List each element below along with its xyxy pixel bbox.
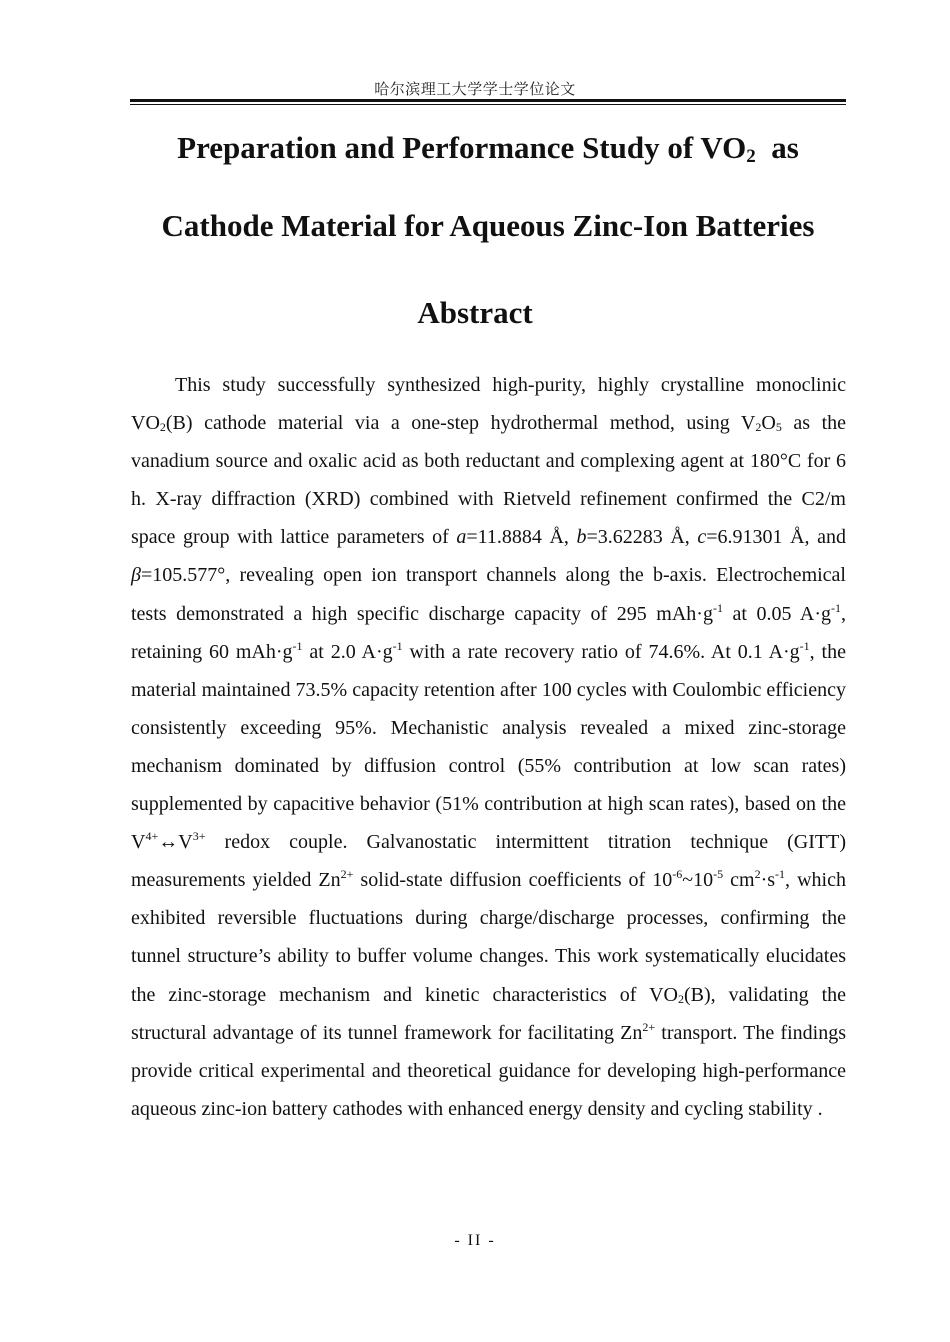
abstract-text-run: 2+ bbox=[642, 1019, 656, 1034]
page-number: - II - bbox=[454, 1232, 496, 1249]
abstract-text-run: a bbox=[456, 526, 467, 549]
title-line-1-text: Preparation and Performance Study of VO bbox=[177, 130, 747, 165]
abstract-text-run: , retaining 60 mAh·g bbox=[131, 602, 846, 663]
abstract-text-run: -1 bbox=[831, 600, 841, 615]
abstract-text-run: 3+ bbox=[192, 829, 206, 844]
abstract-text-run: 2 bbox=[159, 420, 166, 435]
abstract-text-run: 5 bbox=[775, 420, 782, 435]
abstract-text-run: b bbox=[576, 526, 587, 549]
abstract-text-run: -1 bbox=[799, 638, 810, 653]
abstract-text-run: -5 bbox=[713, 867, 724, 882]
abstract-text-run: at 2.0 A·g bbox=[302, 640, 393, 663]
title-line-1 bbox=[110, 130, 866, 166]
abstract-text-run: cm bbox=[723, 869, 755, 892]
abstract-text-run: β bbox=[131, 564, 141, 587]
abstract-text-run: =105.577°, revealing open ion transport channels along the b-axis. Electrochemical tests demonstrated a high specific discharge capacity of 295 mAh·g bbox=[131, 564, 846, 625]
title-subscript: 2 bbox=[746, 146, 756, 167]
abstract-text-run: 4+ bbox=[145, 829, 159, 844]
abstract-text-run: -1 bbox=[392, 638, 403, 653]
title-line-1-suffix: as bbox=[755, 130, 799, 165]
abstract-text-run: as the vanadium source and oxalic acid as both reductant and complexing agent at 180°C for 6 h. X-ray diffraction (XRD) combined with Rietveld refinement confirmed the C2/m space group with lattice parameters of bbox=[131, 412, 847, 549]
abstract-text-run: 2 bbox=[754, 867, 761, 882]
abstract-text-run: ↔V bbox=[158, 831, 193, 854]
title-line-2: Cathode Material for Aqueous Zinc-Ion Batteries bbox=[161, 208, 815, 243]
abstract-text-run: 2 bbox=[755, 420, 762, 435]
abstract-text-run: , which exhibited reversible fluctuations during charge/discharge processes, confirming the tunnel structure’s ability to buffer volume changes. This work systematically elucidates the zinc-storage mechanism and kinetic characteristics of VO bbox=[131, 869, 846, 1006]
abstract-text-run: =6.91301 Å, and bbox=[706, 526, 846, 549]
abstract-text-run: -6 bbox=[672, 867, 683, 882]
abstract-body bbox=[131, 366, 846, 1128]
abstract-text-run: O bbox=[761, 412, 776, 435]
abstract-text-run: This study successfully synthesized high-purity, highly crystalline monoclinic VO bbox=[131, 374, 846, 435]
abstract-text-run: (B), validating the structural advantage of its tunnel framework for facilitating Zn bbox=[131, 983, 847, 1044]
abstract-text-run: ·s bbox=[760, 869, 776, 892]
abstract-text-run: transport. The findings provide critical experimental and theoretical guidance for developing high-performance aqueous zinc-ion battery cathodes with enhanced energy density and cycling stability . bbox=[131, 1021, 846, 1120]
abstract-text-run: redox couple. Galvanostatic intermittent titration technique (GITT) measurements yielded Zn bbox=[131, 831, 846, 892]
abstract-text-run: -1 bbox=[775, 867, 786, 882]
abstract-text-run: at 0.05 A·g bbox=[722, 602, 831, 625]
abstract-text-run: =11.8884 Å, bbox=[466, 526, 577, 549]
abstract-text-run: c bbox=[697, 526, 707, 549]
running-header: 哈尔滨理工大学学士学位论文 bbox=[374, 80, 576, 98]
header-rule-thick bbox=[130, 99, 846, 102]
abstract-text-run: -1 bbox=[292, 638, 303, 653]
abstract-text-run: solid-state diffusion coefficients of 10 bbox=[353, 869, 673, 892]
abstract-text-run: 2 bbox=[677, 991, 684, 1006]
abstract-text-run: -1 bbox=[712, 600, 723, 615]
abstract-text-run: =3.62283 Å, bbox=[586, 526, 698, 549]
abstract-text-run: with a rate recovery ratio of 74.6%. At 0.1 A·g bbox=[402, 640, 800, 663]
abstract-heading: Abstract bbox=[417, 295, 533, 330]
abstract-text-run: 2+ bbox=[340, 867, 354, 882]
abstract-text-run: ~10 bbox=[682, 869, 714, 892]
header-rule-thin bbox=[130, 104, 846, 105]
abstract-text-run: (B) cathode material via a one-step hydrothermal method, using V bbox=[165, 412, 756, 435]
abstract-text-run: , the material maintained 73.5% capacity retention after 100 cycles with Coulombic efficiency consistently exceeding 95%. Mechanistic analysis revealed a mixed zinc-storage mechanism dominated by diffusion control (55% contribution at low scan rates) supplemented by capacitive behavior (51% contribution at high scan rates), based on the V bbox=[131, 640, 846, 854]
